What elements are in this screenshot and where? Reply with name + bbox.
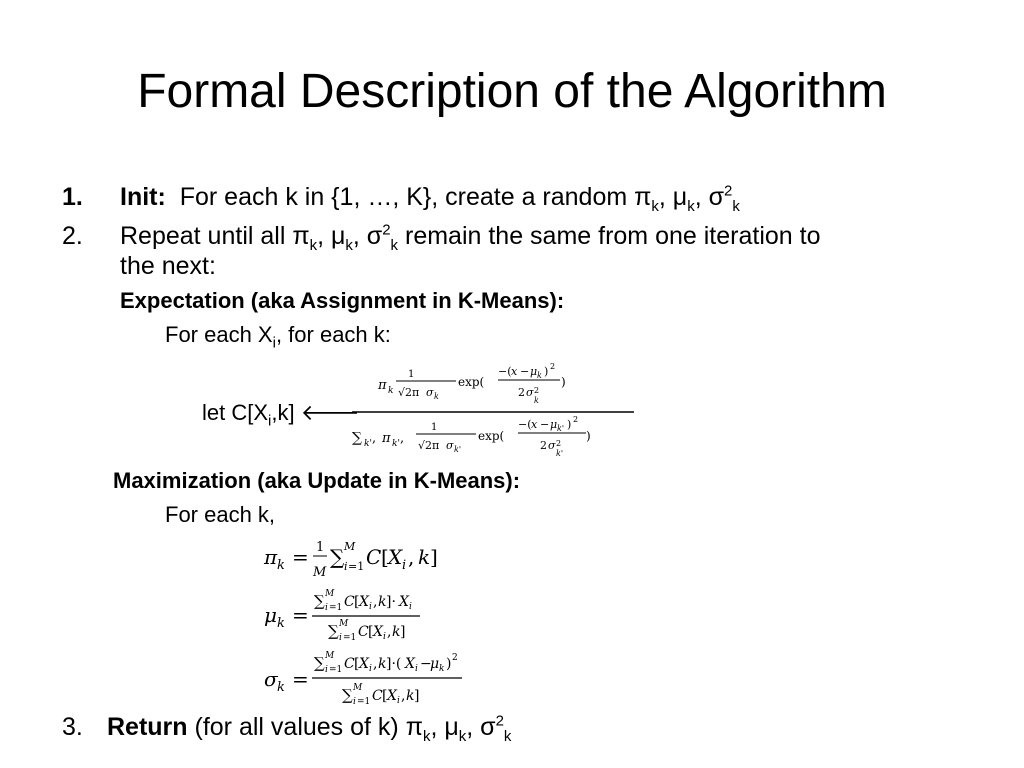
svg-text:,: ,	[373, 656, 378, 672]
svg-text:X: X	[359, 656, 369, 672]
svg-text:M: M	[339, 619, 349, 629]
svg-text:2: 2	[534, 386, 540, 395]
svg-text:k: k	[378, 594, 387, 610]
expectation-assignment	[202, 398, 360, 428]
svg-text:C: C	[366, 545, 382, 569]
svg-text:k': k'	[364, 439, 372, 449]
svg-text:∑: ∑	[330, 545, 345, 569]
step-1-body: For each k in {1, …, K}, create a random π	[179, 183, 652, 211]
svg-text:k: k	[388, 386, 394, 396]
svg-text:k: k	[277, 616, 285, 631]
pi-update-formula	[262, 534, 522, 584]
slide-title: Formal Description of the Algorithm	[137, 65, 887, 118]
svg-text:i: i	[383, 632, 386, 642]
svg-text:−(: −(	[518, 418, 532, 431]
svg-text:∑: ∑	[314, 592, 325, 610]
svg-text:M: M	[325, 651, 335, 661]
svg-text:∑: ∑	[314, 654, 325, 672]
svg-text:i: i	[369, 664, 372, 674]
step-2-text	[120, 221, 821, 254]
step-1-text	[120, 182, 740, 215]
svg-text:=: =	[292, 545, 309, 569]
maximization-loop: For each k,	[165, 502, 276, 527]
step-1-number: 1.	[62, 183, 83, 211]
svg-text:i: i	[402, 558, 407, 573]
subscript: k	[687, 198, 695, 215]
svg-text:k': k'	[557, 424, 565, 433]
svg-text:]: ]	[400, 624, 406, 640]
svg-text:k: k	[534, 396, 539, 405]
svg-text:,: ,	[373, 594, 378, 610]
svg-text:[: [	[354, 594, 360, 610]
svg-text:μ: μ	[264, 603, 277, 627]
svg-text:X: X	[373, 624, 383, 640]
svg-text:X: X	[399, 594, 409, 610]
svg-text:): )	[561, 375, 566, 389]
left-arrow-icon: 🡐	[300, 400, 360, 425]
svg-text:=: =	[292, 667, 309, 691]
svg-text:i: i	[325, 603, 328, 613]
svg-text:M: M	[325, 589, 335, 599]
svg-text:M: M	[313, 565, 327, 580]
superscript: 2	[724, 182, 733, 200]
text-fragment: , μ	[317, 222, 346, 250]
svg-text:π: π	[264, 545, 278, 569]
svg-text:1: 1	[316, 540, 325, 555]
svg-text:C: C	[344, 656, 355, 672]
svg-text:exp(: exp(	[458, 375, 485, 389]
svg-text:k: k	[434, 392, 439, 401]
svg-text:−: −	[540, 418, 550, 431]
svg-text:=1: =1	[329, 665, 343, 675]
svg-text:]·: ]·	[386, 594, 396, 610]
svg-text:k: k	[277, 680, 285, 695]
svg-text:2: 2	[556, 439, 562, 448]
svg-text:[: [	[382, 688, 388, 704]
svg-text:x: x	[511, 365, 518, 378]
svg-text:=1: =1	[348, 560, 365, 573]
subscript: k	[503, 728, 512, 745]
svg-text:k': k'	[454, 445, 462, 454]
svg-text:X: X	[359, 594, 369, 610]
step-2-continuation: the next:	[120, 252, 216, 280]
subscript: i	[268, 412, 272, 430]
superscript: 2	[495, 712, 504, 730]
svg-text:−(: −(	[498, 365, 512, 378]
svg-text:C: C	[358, 624, 369, 640]
text-fragment: , σ	[466, 713, 496, 741]
svg-text:2: 2	[573, 415, 579, 424]
svg-text:μ: μ	[550, 418, 558, 431]
svg-text:X: X	[405, 656, 415, 672]
svg-text:M: M	[344, 540, 356, 553]
subscript: k	[732, 198, 740, 215]
text-fragment: ,k]	[271, 400, 301, 425]
subscript: i	[272, 334, 276, 352]
superscript: 2	[382, 221, 391, 239]
svg-text:k: k	[439, 664, 445, 674]
svg-text:): )	[446, 656, 452, 672]
step-2-number: 2.	[62, 222, 83, 250]
svg-text:,: ,	[387, 624, 392, 640]
svg-text:k': k'	[556, 449, 564, 458]
svg-text:C: C	[344, 594, 355, 610]
text-fragment: For each X	[165, 322, 273, 347]
maximization-heading: Maximization (aka Update in K-Means):	[113, 468, 521, 493]
svg-text:,: ,	[408, 545, 415, 569]
svg-text:2: 2	[550, 362, 556, 371]
svg-text:∑: ∑	[352, 430, 362, 446]
svg-text:): )	[586, 429, 591, 443]
subscript: k	[422, 728, 431, 745]
text-fragment: remain the same from one iteration to	[398, 222, 821, 250]
svg-text:σ: σ	[526, 386, 534, 399]
svg-text:∑: ∑	[328, 622, 339, 640]
svg-text:2: 2	[452, 653, 458, 663]
svg-text:i: i	[344, 560, 348, 573]
svg-text:C: C	[372, 688, 383, 704]
svg-text:σ: σ	[446, 439, 454, 452]
step-3-number: 3.	[62, 713, 83, 741]
step-3-text	[107, 712, 512, 745]
svg-text:k: k	[418, 545, 431, 569]
svg-text:i: i	[369, 602, 372, 612]
sigma-update-formula	[262, 648, 562, 710]
svg-text:∑: ∑	[342, 686, 353, 704]
text-fragment: Repeat until all π	[120, 222, 310, 250]
text-fragment: , σ	[694, 183, 725, 211]
svg-text:σ: σ	[264, 667, 278, 691]
subscript: k	[345, 237, 353, 254]
expectation-loop	[165, 320, 391, 350]
svg-text:[: [	[354, 656, 360, 672]
svg-text:,: ,	[372, 431, 377, 446]
svg-text:,: ,	[401, 688, 406, 704]
svg-text:2: 2	[518, 386, 525, 399]
text-fragment: , μ	[658, 183, 688, 211]
svg-text:): )	[544, 365, 549, 378]
svg-text:exp(: exp(	[478, 429, 505, 443]
svg-text:i: i	[397, 696, 400, 706]
step-3-label: Return	[107, 713, 188, 741]
svg-text:i: i	[339, 633, 342, 643]
svg-text:1: 1	[431, 422, 438, 433]
svg-text:π: π	[378, 378, 387, 393]
svg-text:x: x	[531, 418, 538, 431]
svg-text:k: k	[392, 624, 401, 640]
svg-text:σ: σ	[548, 439, 556, 452]
svg-text:k: k	[378, 656, 387, 672]
svg-text:=: =	[292, 603, 309, 627]
svg-text:π: π	[382, 431, 391, 446]
svg-text:μ: μ	[430, 656, 440, 672]
svg-text:X: X	[388, 545, 403, 569]
svg-text:=1: =1	[357, 697, 371, 707]
svg-text:1: 1	[408, 369, 415, 380]
mu-update-formula	[262, 584, 522, 646]
subscript: k	[458, 728, 467, 745]
svg-text:=1: =1	[329, 603, 343, 613]
text-fragment: let C[X	[202, 400, 269, 425]
svg-text:]: ]	[414, 688, 420, 704]
svg-text:k': k'	[392, 439, 400, 449]
svg-text:[: [	[381, 545, 389, 569]
step-1-label: Init:	[120, 183, 166, 211]
svg-text:X: X	[387, 688, 397, 704]
svg-text:]·(: ]·(	[386, 656, 402, 672]
text-fragment: , σ	[352, 222, 383, 250]
svg-text:,: ,	[400, 431, 405, 446]
svg-text:=1: =1	[343, 633, 357, 643]
svg-text:): )	[567, 418, 572, 431]
svg-text:i: i	[325, 665, 328, 675]
svg-text:[: [	[368, 624, 374, 640]
text-fragment: , μ	[430, 713, 459, 741]
svg-text:√2π: √2π	[418, 439, 440, 452]
subscript: k	[390, 237, 399, 254]
subscript: k	[309, 237, 318, 254]
svg-text:i: i	[415, 664, 418, 674]
text-fragment: , for each k:	[275, 322, 391, 347]
svg-text:k: k	[406, 688, 415, 704]
responsibility-formula	[348, 356, 638, 468]
svg-text:−: −	[420, 656, 432, 672]
svg-text:k: k	[537, 371, 542, 380]
expectation-heading: Expectation (aka Assignment in K-Means):	[120, 288, 565, 313]
text-fragment: (for all values of k) π	[187, 713, 423, 741]
svg-text:k: k	[277, 558, 285, 573]
svg-text:M: M	[353, 683, 363, 693]
svg-text:σ: σ	[426, 386, 434, 399]
svg-text:√2π: √2π	[398, 386, 420, 399]
svg-text:−: −	[520, 365, 530, 378]
svg-text:2: 2	[540, 439, 547, 452]
svg-text:μ: μ	[530, 365, 538, 378]
svg-text:]: ]	[430, 545, 438, 569]
svg-text:i: i	[353, 697, 356, 707]
subscript: k	[651, 198, 659, 215]
svg-text:i: i	[409, 602, 412, 612]
